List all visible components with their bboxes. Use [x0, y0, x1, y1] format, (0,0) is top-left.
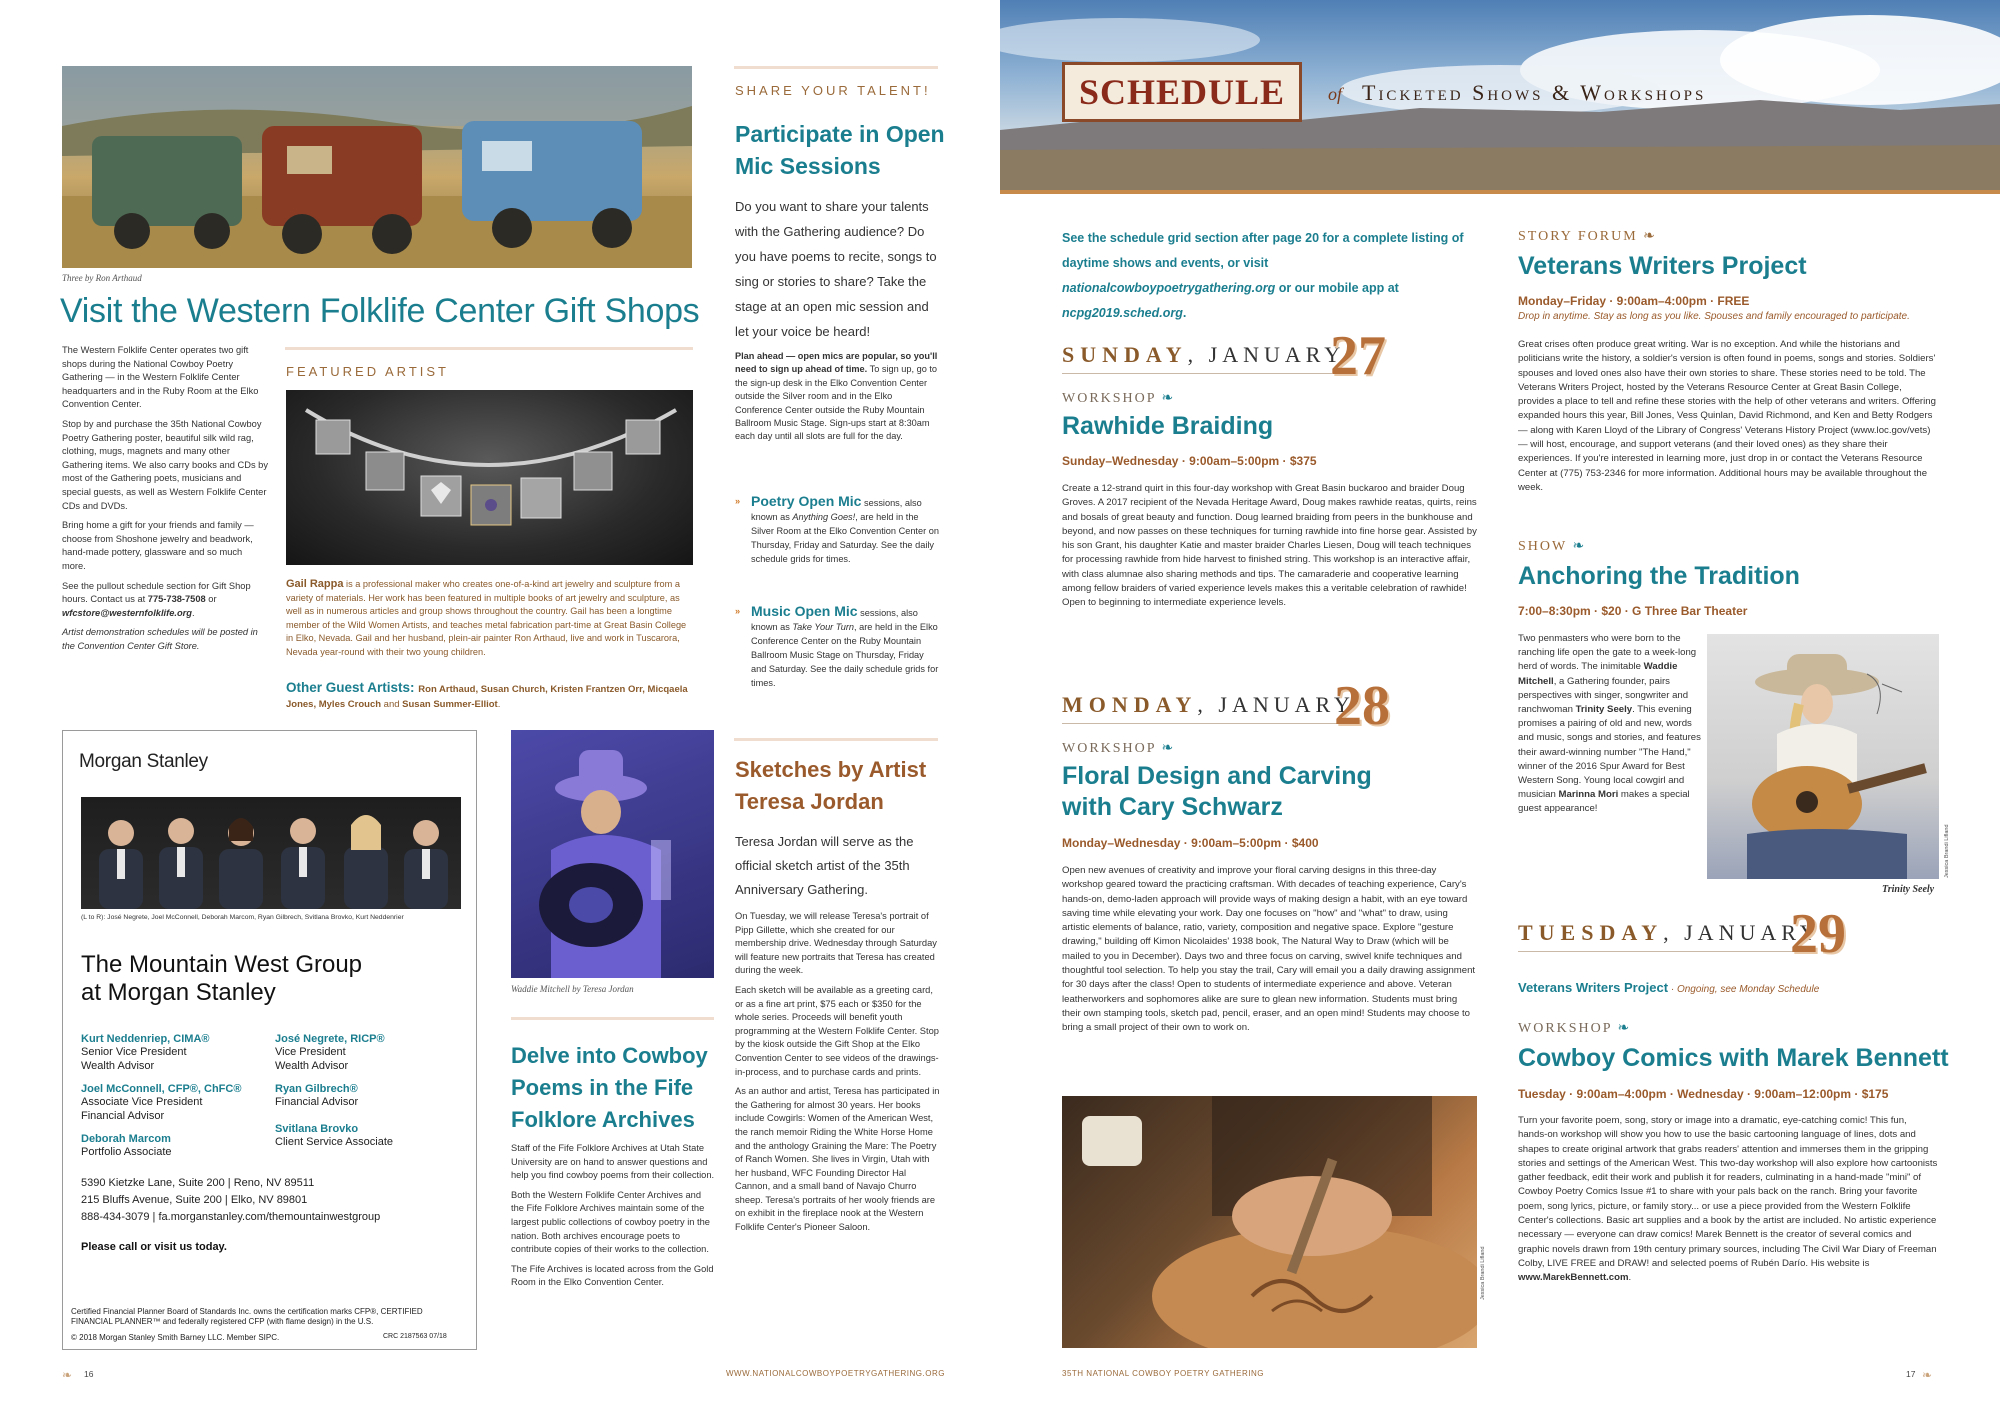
show-title: Anchoring the Tradition [1518, 562, 1800, 590]
show-body-a: Two penmasters who were born to the ranching life open the gate to a week-long herd of words. The inimitable [1518, 633, 1697, 673]
sketches-body [735, 910, 941, 1241]
intro-url-link[interactable]: nationalcowboypoetrygathering.org [1062, 281, 1276, 295]
ornament-icon: ❧ [1572, 539, 1587, 554]
story-title: Veterans Writers Project [1518, 252, 1807, 280]
comics-kicker [1518, 1020, 1631, 1037]
sunday-date-number: 27 [1330, 325, 1386, 387]
gift-p4-b: or [205, 594, 217, 605]
archives-rule [511, 1017, 714, 1020]
sunday-heading [1062, 325, 1482, 388]
ad-address-3: 888-434-3079 | fa.morganstanley.com/themountainwestgroup [81, 1211, 381, 1223]
floral-kicker [1062, 740, 1175, 757]
share-plan-text: To sign up, go to the sign-up desk in the Elko Convention Center outside the Silver room and in the Elko Conference Center outside the Ruby Mountain Ballroom Music Stage. Sign-ups start at 8:30am each day until all slots are full for the day. [735, 364, 938, 442]
footer-right-page-number: 17 [1906, 1369, 1916, 1379]
comics-body [1518, 1114, 1938, 1286]
ad-fine-print: Certified Financial Planner Board of Standards Inc. owns the certification marks CFP®, CERTIFIED FINANCIAL PLANNER™ and federally registered CFP (with flame design) in the U.S. [71, 1307, 423, 1326]
featured-bio [286, 578, 692, 660]
ad-group-title-1: The Mountain West Group [81, 951, 363, 978]
ad-group-photo [81, 797, 461, 909]
other-label: Other Guest Artists: [286, 680, 419, 695]
ad-contact-1 [81, 1033, 271, 1073]
contact-line1: Vice President [275, 1046, 346, 1058]
story-kicker [1518, 228, 1657, 245]
tuesday-underline [1518, 951, 1793, 952]
banner-title: SCHEDULE [1078, 72, 1286, 112]
schedule-intro [1062, 226, 1482, 326]
ornament-icon: ❧ [1643, 229, 1657, 244]
contact-name: Deborah Marcom [81, 1133, 171, 1145]
waddie-sketch-image [511, 730, 714, 978]
b1-it: Anything Goes! [792, 512, 856, 522]
other-names: Ron Arthaud, Susan Church, Kristen Frantzen Orr, Micqaela Jones, Myles Crouch [286, 684, 688, 710]
contact-name: José Negrete, RICP® [275, 1033, 385, 1045]
featured-artist-name: Gail Rappa [286, 578, 344, 590]
gift-p4 [62, 580, 268, 621]
other-guest-artists [286, 680, 696, 712]
sunday-month: JANUARY [1208, 342, 1346, 367]
share-kicker: SHARE YOUR TALENT! [735, 83, 931, 98]
banner-subtitle: Ticketed Shows & Workshops [1362, 80, 1707, 105]
bullet-marker: » [735, 606, 741, 616]
story-body: Great crises often produce great writing. War is no exception. And while the historians and politicians write the history, a soldier's version is often found in poems, songs and stories. Soldiers' spouses and loved ones also have their own stories to share. These stories need to be told. The Veterans Writers Project, hosted by the Veterans Resource Center at Great Basin College, provides a place to tell and refine these stories with the help of other veterans and writers. Offering expanded hours this year, Bill Jones, Vess Quinlan, David Richmond, and Ken and Betty Rodgers — along with Karen Lloyd of the Library of Congress' Veterans History Project (www.loc.gov/vets) — will host, encourage, and support veterans (and their loved ones) as they share their experiences. If you're interested in learning more, just drop in or contact the Veterans Resource Center at (775) 753-2346 for more information. Additional hours may be available throughout the week. [1518, 339, 1936, 493]
show-trinity: Trinity Seely [1575, 704, 1633, 716]
intro-app-link[interactable]: ncpg2019.sched.org [1062, 306, 1183, 320]
intro-b: or our mobile app at [1275, 281, 1399, 295]
ad-copyright: © 2018 Morgan Stanley Smith Barney LLC. Member SIPC. [71, 1333, 280, 1342]
ad-contact-2 [275, 1033, 465, 1073]
share-bullet-music [735, 604, 941, 690]
jewelry-photo [286, 390, 693, 565]
monday-heading [1062, 675, 1482, 738]
comics-body-text: Turn your favorite poem, song, story or image into a dramatic, eye-catching comic! This fun, hands-on workshop will show you how to use the basic cartooning language of lines, dots and shapes to create original artwork that grabs readers' attention and immerses them in the gripping stories and settings of the American West. This two-day workshop will also explore how cartoonists gather feedback, edit their work and publish it for readers, culminating in a hand-made "mini" of Cowboy Poetry Comics Issue #1 to share with your pals back on the ranch. Bring your favorite poem, song lyrics, picture, or family story... or use a piece provided from the Western Folklife Center's collections. Basic art supplies and a book by the artist are included. No artistic experience necessary — everyone can draw comics! Marek Bennett is the creator of several comics and graphic novels drawn from 19th century primary sources, including The Civil War Diary of Freeman Colby, LIVE FREE and DRAW! and selected poems of Rubén Darío. His website is [1518, 1115, 1938, 1269]
footer-left-page-number: 16 [84, 1369, 94, 1379]
ornament-icon: ❧ [1617, 1021, 1632, 1036]
contact-line2: Wealth Advisor [81, 1060, 155, 1072]
music-open-mic-label: Music Open Mic [751, 603, 858, 619]
contact-name: Ryan Gilbrech® [275, 1083, 358, 1095]
b2-b: , are held in the Elko Conference Center on the Ruby Mountain Ballroom Music Stage on Thursday, Friday and Saturday. See the daily schedule grids for times. [751, 622, 939, 688]
hero-caption: Three by Ron Arthaud [62, 273, 142, 283]
ornament-icon: ❧ [1161, 741, 1176, 756]
ad-group-title-2: at Morgan Stanley [81, 979, 276, 1006]
sketches-p3: As an author and artist, Teresa has participated in the Gathering for almost 30 years. Her books include Cowgirls: Women of the American West, the ranch memoir Riding the White Horse Home and the anthology Graining the Mare: The Poetry of Ranch Women. She lives in Virgin, Utah with her husband, WFC Founding Director Hal Cannon, and a small band of Navajo Churro sheep. Teresa's portraits of her wooly friends are on exhibit in the fireplace nook at the Western Folklife Center's Pioneer Saloon. [735, 1086, 940, 1233]
necklace-icon [286, 390, 693, 565]
archives-p3: The Fife Archives is located across from the Gold Room in the Elko Convention Center. [511, 1263, 714, 1288]
gift-shops-body [62, 344, 268, 659]
ad-contact-5 [81, 1133, 271, 1159]
tuesday-vets-title: Veterans Writers Project [1518, 980, 1669, 995]
gift-p3: Bring home a gift for your friends and family — choose from Shoshone jewelry and beadwork, hand-made pottery, glassware and so much more. [62, 520, 254, 571]
gift-p2: Stop by and purchase the 35th National Cowboy Poetry Gathering poster, beautiful silk wild rag, clothing, mugs, magnets and many other Gathering items. We also carry books and CDs by most of the Gathering poets, musicians and special guests, as well as Western Folklife Center CDs and DVDs. [62, 418, 268, 511]
bullet-marker: » [735, 496, 741, 506]
share-plan-bold: Plan ahead — open mics are popular, so you'll need to sign up ahead of time. [735, 351, 938, 375]
archives-p2: Both the Western Folklife Center Archives and the Fife Folklore Archives maintain some of the largest public collections of cowboy poetry in the nation. Both archives encourage poets to contribute copies of their works to the collection. [511, 1189, 710, 1255]
comics-kicker-text: WORKSHOP [1518, 1021, 1613, 1036]
show-body [1518, 632, 1706, 817]
gift-shops-title: Visit the Western Folklife Center Gift Shops [60, 292, 700, 330]
footer-left-url: WWW.NATIONALCOWBOYPOETRYGATHERING.ORG [726, 1369, 945, 1378]
show-kicker [1518, 538, 1586, 555]
show-body-d: makes a special guest appearance! [1518, 789, 1690, 815]
story-subline-2: Drop in anytime. Stay as long as you like. Spouses and family encouraged to participate. [1518, 311, 1910, 322]
gift-p4-a: See the pullout schedule section for Gift Shop hours. Contact us at [62, 580, 251, 605]
banner-title-box [1062, 62, 1302, 122]
banner-of: of [1328, 84, 1343, 104]
poetry-open-mic-label: Poetry Open Mic [751, 493, 862, 509]
tuesday-day: TUESDAY [1518, 920, 1664, 945]
rawhide-kicker [1062, 390, 1175, 407]
monday-day: MONDAY [1062, 692, 1198, 717]
story-kicker-text: STORY FORUM [1518, 229, 1638, 244]
ad-contact-3 [81, 1083, 271, 1123]
leather-carving-photo [1062, 1096, 1477, 1348]
contact-line1: Portfolio Associate [81, 1146, 172, 1158]
contact-name: Kurt Neddenriep, CIMA® [81, 1033, 210, 1045]
ad-contact-6 [275, 1123, 465, 1149]
share-title: Participate in Open Mic Sessions [735, 121, 945, 179]
floral-subline: Monday–Wednesday · 9:00am–5:00pm · $400 [1062, 836, 1319, 850]
contact-line1: Client Service Associate [275, 1136, 393, 1148]
intro-a: See the schedule grid section after page 20 for a complete listing of daytime shows and events, or visit [1062, 231, 1464, 270]
b2-a: sessions, also known as [751, 608, 918, 632]
footer-right-title: 35TH NATIONAL COWBOY POETRY GATHERING [1062, 1369, 1264, 1378]
leather-tool-icon [1062, 1096, 1477, 1348]
footer-left-ornament-icon: ❧ [62, 1368, 73, 1382]
show-body-c: . This evening promises a pairing of old and new, words and music, songs and stories, and features their award-winning number "The Hand," winner of the 2016 Spur Award for Best Western Song. Young local cowgirl and musician [1518, 704, 1701, 801]
rawhide-title: Rawhide Braiding [1062, 412, 1274, 440]
sketches-title: Sketches by Artist Teresa Jordan [735, 757, 927, 814]
archives-body [511, 1142, 715, 1296]
featured-artist-bio: is a professional maker who creates one-of-a-kind art jewelry and sculpture from a variety of materials. Her work has been featured in multiple books of art jewelry and sculpture, as well as in numerous articles and group shows throughout the country. Gail has been a longtime member of the Wild Women Artists, and teaches metal fabrication part-time at Great Basin College in Elko, Nevada. Gail and her husband, plein-air painter Ron Arthaud, live and work in Tuscarora, Nevada year-round with their two young children. [286, 579, 687, 657]
leather-photo-credit: Jessica Brandi Lifland [1480, 1246, 1486, 1300]
share-plan [735, 350, 941, 444]
contact-line2: Financial Advisor [81, 1110, 165, 1122]
featured-rule [285, 347, 693, 350]
comics-subline: Tuesday · 9:00am–4:00pm · Wednesday · 9:00am–12:00pm · $175 [1518, 1087, 1889, 1101]
ad-photo-caption: (L to R): José Negrete, Joel McConnell, Deborah Marcom, Ryan Gilbrech, Svitlana Brovko, Kurt Neddenrier [81, 914, 404, 921]
contact-line1: Associate Vice President [81, 1096, 203, 1108]
show-subline: 7:00–8:30pm · $20 · G Three Bar Theater [1518, 604, 1748, 618]
trinity-caption: Trinity Seely [1882, 884, 1935, 895]
b1-b: , are held in the Silver Room at the Elko Convention Center on Thursday, Friday and Saturday. See the daily schedule grids for times. [751, 512, 939, 564]
ad-code: CRC 2187563 07/18 [383, 1333, 447, 1340]
floral-title-1: Floral Design and Carving [1062, 762, 1372, 790]
contact-line1: Senior Vice President [81, 1046, 187, 1058]
tuesday-day-month: TUESDAY, JANUARY [1518, 920, 1821, 945]
tuesday-vets-note: · Ongoing, see Monday Schedule [1668, 984, 1820, 995]
floral-title-2: with Cary Schwarz [1062, 793, 1283, 821]
morgan-stanley-ad [62, 730, 477, 1350]
footer-right-ornament-icon: ❧ [1922, 1368, 1933, 1382]
tuesday-vets-line [1518, 980, 1819, 995]
sketches-rule [734, 738, 938, 741]
monday-underline [1062, 723, 1337, 724]
other-last: Susan Summer-Elliot [402, 699, 498, 710]
ad-logo: Morgan Stanley [79, 751, 208, 772]
trucks-painting-icon [62, 66, 692, 268]
archives-p1: Staff of the Fife Folklore Archives at Utah State University are on hand to answer questions and help you find cowboy poems from their collection. [511, 1143, 715, 1181]
rawhide-kicker-text: WORKSHOP [1062, 391, 1157, 406]
ornament-icon: ❧ [1161, 391, 1176, 406]
floral-kicker-text: WORKSHOP [1062, 741, 1157, 756]
other-and: and [381, 699, 403, 710]
comics-end: . [1628, 1272, 1632, 1284]
rawhide-subline: Sunday–Wednesday · 9:00am–5:00pm · $375 [1062, 454, 1317, 468]
ad-address-1: 5390 Kietzke Lane, Suite 200 | Reno, NV 89511 [81, 1177, 315, 1189]
share-intro: Do you want to share your talents with the Gathering audience? Do you have poems to recite, songs to sing or stories to share? Take the stage at an open mic session and let your voice be heard! [735, 199, 937, 339]
gift-phone: 775-738-7508 [147, 594, 206, 605]
comics-title: Cowboy Comics with Marek Bennett [1518, 1044, 1949, 1072]
story-subline: Monday–Friday · 9:00am–4:00pm · FREE [1518, 294, 1750, 308]
intro-c: . [1182, 306, 1187, 320]
gift-p5: Artist demonstration schedules will be posted in the Convention Center Gift Store. [62, 627, 258, 651]
team-photo-icon [81, 797, 461, 909]
contact-name: Joel McConnell, CFP®, ChFC® [81, 1083, 242, 1095]
contact-name: Svitlana Brovko [275, 1123, 359, 1135]
share-rule [734, 66, 938, 69]
archives-title: Delve into Cowboy Poems in the Fife Folklore Archives [511, 1043, 708, 1132]
gift-p1: The Western Folklife Center operates two gift shops during the National Cowboy Poetry Gathering — in the Western Folklife Center headquarters and in the Ruby Room at the Elko Convention Center. [62, 345, 259, 410]
rawhide-body: Create a 12-strand quirt in this four-day workshop with Great Basin buckaroo and braider Doug Groves. A 2017 recipient of the Nevada Heritage Award, Doug makes rawhide reatas, quirts, reins and bosals of great beauty and function. Doug learned braiding from peers in the bunkhouse and beyond, and now passes on these techniques for turning rawhide into fine horse gear. Assisted by his son Grant, his daughter Katie and master braider Charles Liesen, Doug will teach techniques for processing rawhide from hide harvest to finished string. This workshop is an interactive affair, with class alumnae also sharing methods and tips. The camaraderie and cooperative learning among fellow braiders of varied experience levels makes this a veritable celebration of rawhide! Open to beginning to intermediate experience levels. [1062, 483, 1477, 609]
trinity-photo [1707, 634, 1939, 879]
cowboy-sketch-icon [511, 730, 714, 978]
sunday-day-month: SUNDAY, JANUARY [1062, 342, 1346, 367]
show-marinna: Marinna Mori [1558, 789, 1619, 801]
ad-contact-4 [275, 1083, 465, 1109]
banner-bottom-rule [1000, 190, 2000, 194]
contact-line2: Wealth Advisor [275, 1060, 349, 1072]
tuesday-month: JANUARY [1684, 920, 1821, 945]
show-waddie: Waddie Mitchell [1518, 661, 1678, 687]
gift-email-link[interactable]: wfcstore@westernfolklife.org [62, 607, 192, 618]
schedule-banner [1000, 0, 2000, 190]
comics-url-link[interactable]: www.MarekBennett.com [1518, 1272, 1629, 1284]
sketches-p1: On Tuesday, we will release Teresa's portrait of Pipp Gillette, which she created for our membership drive. Wednesday through Saturday will feature new portraits that Teresa has created during the week. [735, 911, 937, 976]
tuesday-date-number: 29 [1790, 903, 1846, 965]
ad-cta: Please call or visit us today. [81, 1241, 227, 1253]
waddie-caption: Waddie Mitchell by Teresa Jordan [511, 984, 634, 994]
share-bullet-poetry [735, 494, 941, 566]
tuesday-heading [1518, 903, 1938, 966]
b1-a: sessions, also known as [751, 498, 922, 522]
hero-painting-image [62, 66, 692, 268]
sketches-p2: Each sketch will be available as a greeting card, or as a fine art print, $75 each or $350 for the whole series. Proceeds will benefit youth programming at the Western Folklife Center. Stop by the kiosk outside the Gift Shop at the Elko Convention Center to see videos of the drawings-in-process, and to purchase cards and prints. [735, 984, 939, 1077]
show-kicker-text: SHOW [1518, 539, 1567, 554]
gift-p4-c: . [191, 607, 195, 618]
contact-line1: Financial Advisor [275, 1096, 359, 1108]
trinity-photo-credit: Jessica Brandi Lifland [1944, 824, 1950, 878]
monday-month: JANUARY [1218, 692, 1355, 717]
sunday-underline [1062, 373, 1332, 374]
sunday-day: SUNDAY [1062, 342, 1188, 367]
b2-it: Take Your Turn [792, 622, 855, 632]
featured-kicker: FEATURED ARTIST [286, 364, 449, 379]
monday-day-month: MONDAY, JANUARY [1062, 692, 1355, 717]
guitar-player-icon [1707, 634, 1939, 879]
show-body-b: , a Gathering founder, pairs perspectives with singer, songwriter and ranchwoman [1518, 675, 1689, 716]
floral-body: Open new avenues of creativity and improve your floral carving designs in this three-day workshop geared toward the practicing craftsman. With decades of teaching experience, Cary's hands-on, demo-laden approach will provide ways of making design a habit, with an eye toward saving time while elevating your work. Day one focuses on "how" and "what" to draw, using artistic elements of balance, ratio, variety, composition and negative space. Explore "gesture drawing," building off Kimon Nicolaides' 1938 book, The Natural Way to Draw (which will be mailed to you in December). Days two and three focus on carving, swivel knife techniques and thoughtful tool selection. To help you stay the trail, Cary will email you a daily drawing assignment for 30 days after the class! Open to students of intermediate experience and above. Veteran leatherworkers and sophomores alike are sure to glean new information. Students must bring their own stamping tools, sketch pad, pencil, eraser, and an open mind! Students may choose to bring a small project of their own to work on. [1062, 865, 1476, 1034]
sketches-intro: Teresa Jordan will serve as the official sketch artist of the 35th Anniversary Gathering. [735, 834, 914, 897]
monday-date-number: 28 [1334, 675, 1390, 737]
other-end: . [497, 699, 501, 710]
ad-address-2: 215 Bluffs Avenue, Suite 200 | Elko, NV 89801 [81, 1194, 308, 1206]
